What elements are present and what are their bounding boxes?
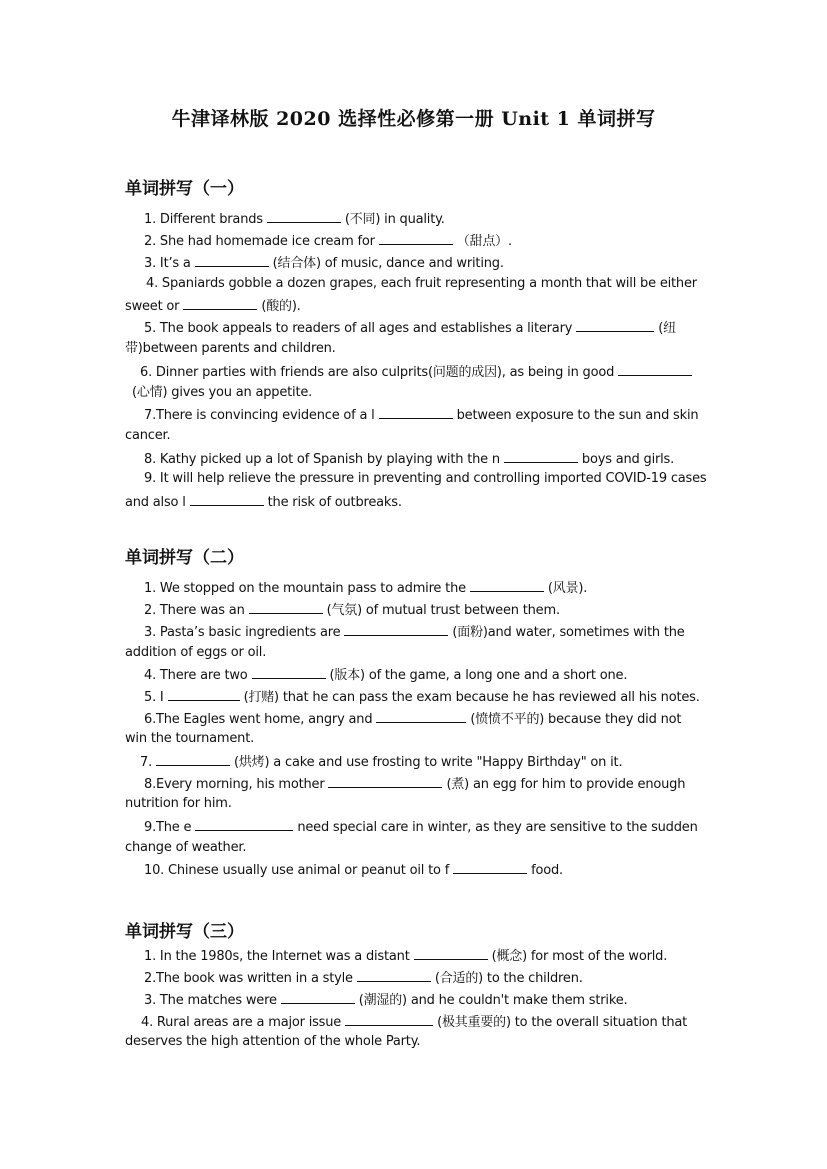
exercise-line <box>144 991 627 1009</box>
line-text: (结合体) of music, dance and writing. <box>272 256 504 271</box>
line-text: (版本) of the game, a long one and a short one. <box>329 668 628 683</box>
exercise-line <box>144 254 504 272</box>
exercise-line <box>144 775 685 793</box>
line-text: 2.The book was written in a style <box>144 971 353 986</box>
line-text: (概念) for most of the world. <box>491 949 668 964</box>
line-text: 4. Spaniards gobble a dozen grapes, each fruit representing a month that will be either <box>146 276 697 291</box>
exercise-line <box>144 947 667 965</box>
line-text: need special care in winter, as they are sensitive to the sudden <box>297 820 698 835</box>
exercise-line <box>140 753 622 771</box>
exercise-line <box>144 232 512 250</box>
answer-blank <box>376 710 466 723</box>
line-text: (心情) gives you an appetite. <box>132 385 313 400</box>
line-text: (纽 <box>658 321 676 336</box>
answer-blank <box>618 363 692 376</box>
line-text: (合适的) to the children. <box>434 971 583 986</box>
line-text: (打赌) that he can pass the exam because he has reviewed all his notes. <box>243 690 700 705</box>
answer-blank <box>168 688 240 701</box>
exercise-line <box>144 861 563 879</box>
exercise-line <box>144 666 627 684</box>
line-text: 8. Kathy picked up a lot of Spanish by playing with the n <box>144 452 500 467</box>
line-text: (风景). <box>547 581 588 596</box>
answer-blank <box>576 319 654 332</box>
line-text: 6. Dinner parties with friends are also culprits(问题的成因), as being in good <box>140 365 615 380</box>
exercise-line <box>140 363 696 381</box>
exercise-line <box>125 297 301 315</box>
line-text: 带)between parents and children. <box>125 341 336 356</box>
exercise-line <box>144 710 681 728</box>
line-text: 8.Every morning, his mother <box>144 777 325 792</box>
section-heading: 单词拼写（三） <box>125 922 244 942</box>
line-text: 4. Rural areas are a major issue <box>141 1015 342 1030</box>
answer-blank <box>252 666 326 679</box>
exercise-line <box>144 688 700 706</box>
line-text: (极其重要的) to the overall situation that <box>437 1015 688 1030</box>
line-text: 2. She had homemade ice cream for <box>144 234 375 249</box>
exercise-line <box>125 796 232 812</box>
line-text: (愤愤不平的) because they did not <box>470 712 682 727</box>
line-text: the risk of outbreaks. <box>267 495 402 510</box>
exercise-line <box>125 428 170 444</box>
line-text: （甜点）. <box>456 234 512 249</box>
line-text: (潮湿的) and he couldn't make them strike. <box>358 993 628 1008</box>
exercise-line <box>144 406 698 424</box>
line-text: (酸的). <box>261 299 301 314</box>
exercise-line <box>144 471 707 487</box>
exercise-line <box>125 341 336 357</box>
exercise-line <box>144 210 445 228</box>
answer-blank <box>453 861 527 874</box>
answer-blank <box>195 818 293 831</box>
exercise-line <box>144 969 583 987</box>
line-text: 5. I <box>144 690 164 705</box>
line-text: change of weather. <box>125 840 247 855</box>
answer-blank <box>156 753 230 766</box>
exercise-line <box>144 319 676 337</box>
answer-blank <box>504 450 578 463</box>
line-text: 7. <box>140 755 153 770</box>
line-text: (面粉)and water, sometimes with the <box>452 625 685 640</box>
line-text: 2. There was an <box>144 603 245 618</box>
line-text: 9. It will help relieve the pressure in preventing and controlling imported COVID-19 cases <box>144 471 707 486</box>
answer-blank <box>195 254 269 267</box>
line-text: (不同) in quality. <box>344 212 445 227</box>
line-text: 1. We stopped on the mountain pass to admire the <box>144 581 466 596</box>
line-text: 3. Pasta’s basic ingredients are <box>144 625 341 640</box>
line-text: 7.There is convincing evidence of a l <box>144 408 375 423</box>
answer-blank <box>267 210 341 223</box>
answer-blank <box>328 775 442 788</box>
line-text: win the tournament. <box>125 731 255 746</box>
line-text: 4. There are two <box>144 668 248 683</box>
answer-blank <box>249 601 323 614</box>
line-text: addition of eggs or oil. <box>125 645 267 660</box>
line-text: 6.The Eagles went home, angry and <box>144 712 373 727</box>
answer-blank <box>281 991 355 1004</box>
exercise-line <box>132 385 312 401</box>
line-text: deserves the high attention of the whole Party. <box>125 1034 421 1049</box>
line-text: 1. In the 1980s, the Internet was a distant <box>144 949 410 964</box>
line-text: (烘烤) a cake and use frosting to write "Happy Birthday" on it. <box>234 755 623 770</box>
answer-blank <box>379 406 453 419</box>
line-text: 9.The e <box>144 820 192 835</box>
line-text: 5. The book appeals to readers of all ages and establishes a literary <box>144 321 573 336</box>
line-text: boys and girls. <box>581 452 675 467</box>
answer-blank <box>344 623 448 636</box>
line-text: (气氛) of mutual trust between them. <box>326 603 560 618</box>
line-text: 3. It’s a <box>144 256 191 271</box>
answer-blank <box>379 232 453 245</box>
line-text: food. <box>531 863 563 878</box>
page-title: 牛津译林版 2020 选择性必修第一册 Unit 1 单词拼写 <box>171 108 656 130</box>
exercise-line <box>125 1034 420 1050</box>
exercise-line <box>125 731 254 747</box>
section-heading: 单词拼写（二） <box>125 548 244 568</box>
line-text: between exposure to the sun and skin <box>456 408 699 423</box>
exercise-line <box>125 493 402 511</box>
answer-blank <box>470 579 544 592</box>
answer-blank <box>190 493 264 506</box>
answer-blank <box>345 1013 433 1026</box>
line-text: 3. The matches were <box>144 993 277 1008</box>
exercise-line <box>125 645 266 661</box>
line-text: nutrition for him. <box>125 796 232 811</box>
line-text: 10. Chinese usually use animal or peanut oil to f <box>144 863 450 878</box>
exercise-line <box>125 840 246 856</box>
answer-blank <box>414 947 488 960</box>
exercise-line <box>146 276 697 292</box>
line-text: cancer. <box>125 428 171 443</box>
exercise-line <box>144 623 685 641</box>
exercise-line <box>144 818 698 836</box>
exercise-line <box>144 579 587 597</box>
answer-blank <box>183 297 257 310</box>
exercise-line <box>144 601 560 619</box>
line-text: and also l <box>125 495 186 510</box>
answer-blank <box>357 969 431 982</box>
exercise-line <box>141 1013 687 1031</box>
line-text: 1. Different brands <box>144 212 263 227</box>
line-text: (煮) an egg for him to provide enough <box>446 777 686 792</box>
exercise-line <box>144 450 674 468</box>
line-text: sweet or <box>125 299 180 314</box>
section-heading: 单词拼写（一） <box>125 179 244 199</box>
